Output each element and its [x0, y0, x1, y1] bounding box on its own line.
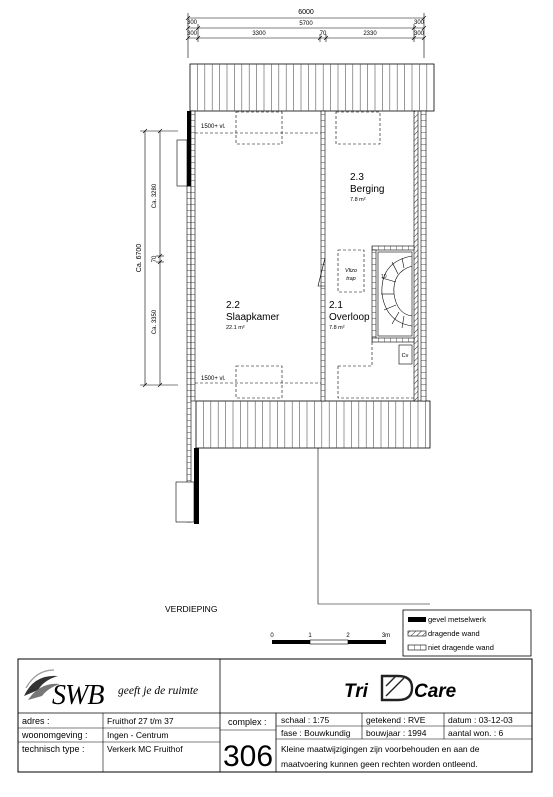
dim-right-wall: 300: [413, 31, 425, 37]
fase: fase : Bouwkundig: [281, 728, 351, 738]
legend-swatch-facade: [408, 617, 426, 622]
roof-top: [190, 64, 434, 111]
dashed-outlines: [195, 112, 414, 398]
floor-label: VERDIEPING: [165, 604, 218, 614]
adres-label: adres :: [22, 716, 50, 726]
swb-slogan: geeft je de ruimte: [118, 685, 199, 697]
tricare-logo-tri: Tri: [344, 681, 368, 702]
facade-wall-lower: [194, 448, 199, 524]
stair: [378, 252, 412, 336]
complex-label: complex :: [228, 717, 267, 727]
tricare-logo-care: Care: [414, 681, 457, 702]
top-dimensions: [186, 13, 426, 58]
dim-middle-wall: 70: [319, 31, 327, 37]
legend-label-facade: gevel metselwerk: [428, 615, 486, 624]
vlizo-label-1: Vlizo: [345, 268, 357, 274]
height-label-bottom: 1500+ vl.: [201, 376, 226, 382]
dim-depth-mid: 70: [152, 255, 158, 263]
dim-inner-width: 5700: [299, 21, 313, 27]
legend-swatch-bearing: [408, 631, 426, 636]
dim-left-wall: 300: [186, 31, 198, 37]
cv-label: Cv: [401, 353, 409, 359]
dim-overall-width: 6000: [298, 9, 314, 16]
disclaimer-line-1: Kleine maatwijzigingen zijn voorbehouden en aan de: [281, 744, 480, 754]
swb-logo-text: SWB: [52, 680, 104, 711]
dim-bay-left: 3300: [252, 31, 266, 37]
disclaimer-line-2: maatvoering kunnen geen rechten worden ontleend.: [281, 759, 478, 769]
room-number-berging: 2.3: [350, 172, 364, 183]
dim-top-left-wall: 300: [186, 20, 198, 26]
ground-floor-outline: [318, 448, 430, 604]
technisch-type-value: Verkerk MC Fruithof: [107, 744, 183, 754]
schaal: schaal : 1:75: [281, 715, 330, 725]
left-dimensions: [140, 129, 178, 387]
dim-depth-upper: Ca. 3280: [152, 183, 158, 209]
scale-tick-2: 2: [346, 633, 350, 639]
dim-depth-lower: Ca. 3350: [152, 309, 158, 335]
complex-value: 306: [222, 740, 274, 773]
height-label-top: 1500+ vl.: [201, 124, 226, 130]
tricare-logo: [382, 676, 412, 700]
scale-tick-1: 1: [308, 633, 312, 639]
datum: datum : 03-12-03: [448, 715, 513, 725]
room-area-berging: 7.8 m²: [350, 197, 366, 203]
vlizo-label-2: trap: [346, 276, 356, 282]
room-name-slaapkamer: Slaapkamer: [226, 312, 280, 323]
woonomgeving-value: Ingen - Centrum: [107, 730, 169, 740]
technisch-type-label: technisch type :: [22, 744, 85, 754]
room-area-overloop: 7.8 m²: [329, 325, 345, 331]
getekend: getekend : RVE: [366, 715, 426, 725]
legend-swatch-nonbearing: [408, 645, 426, 650]
legend-label-bearing: dragende wand: [428, 629, 480, 638]
woonomgeving-label: woonomgeving :: [22, 730, 88, 740]
scale-tick-3: 3m: [381, 633, 391, 639]
scale-tick-0: 0: [270, 633, 274, 639]
adres-value: Fruithof 27 t/m 37: [107, 716, 174, 726]
legend-label-nonbearing: niet dragende wand: [428, 643, 494, 652]
room-name-overloop: Overloop: [329, 312, 370, 323]
stair-mark: 10: [381, 274, 387, 280]
roof-bottom: [196, 401, 430, 448]
room-number-overloop: 2.1: [329, 300, 343, 311]
room-area-slaapkamer: 22.1 m²: [226, 325, 245, 331]
room-number-slaapkamer: 2.2: [226, 300, 240, 311]
aantal-won: aantal won. : 6: [448, 728, 504, 738]
dim-top-right-wall: 300: [413, 20, 425, 26]
bouwjaar: bouwjaar : 1994: [366, 728, 427, 738]
dim-depth-total: Ca. 6700: [136, 243, 143, 273]
dim-bay-right: 2330: [363, 31, 377, 37]
room-name-berging: Berging: [350, 184, 385, 195]
scale-bar: [272, 640, 386, 644]
walls: [176, 111, 426, 524]
